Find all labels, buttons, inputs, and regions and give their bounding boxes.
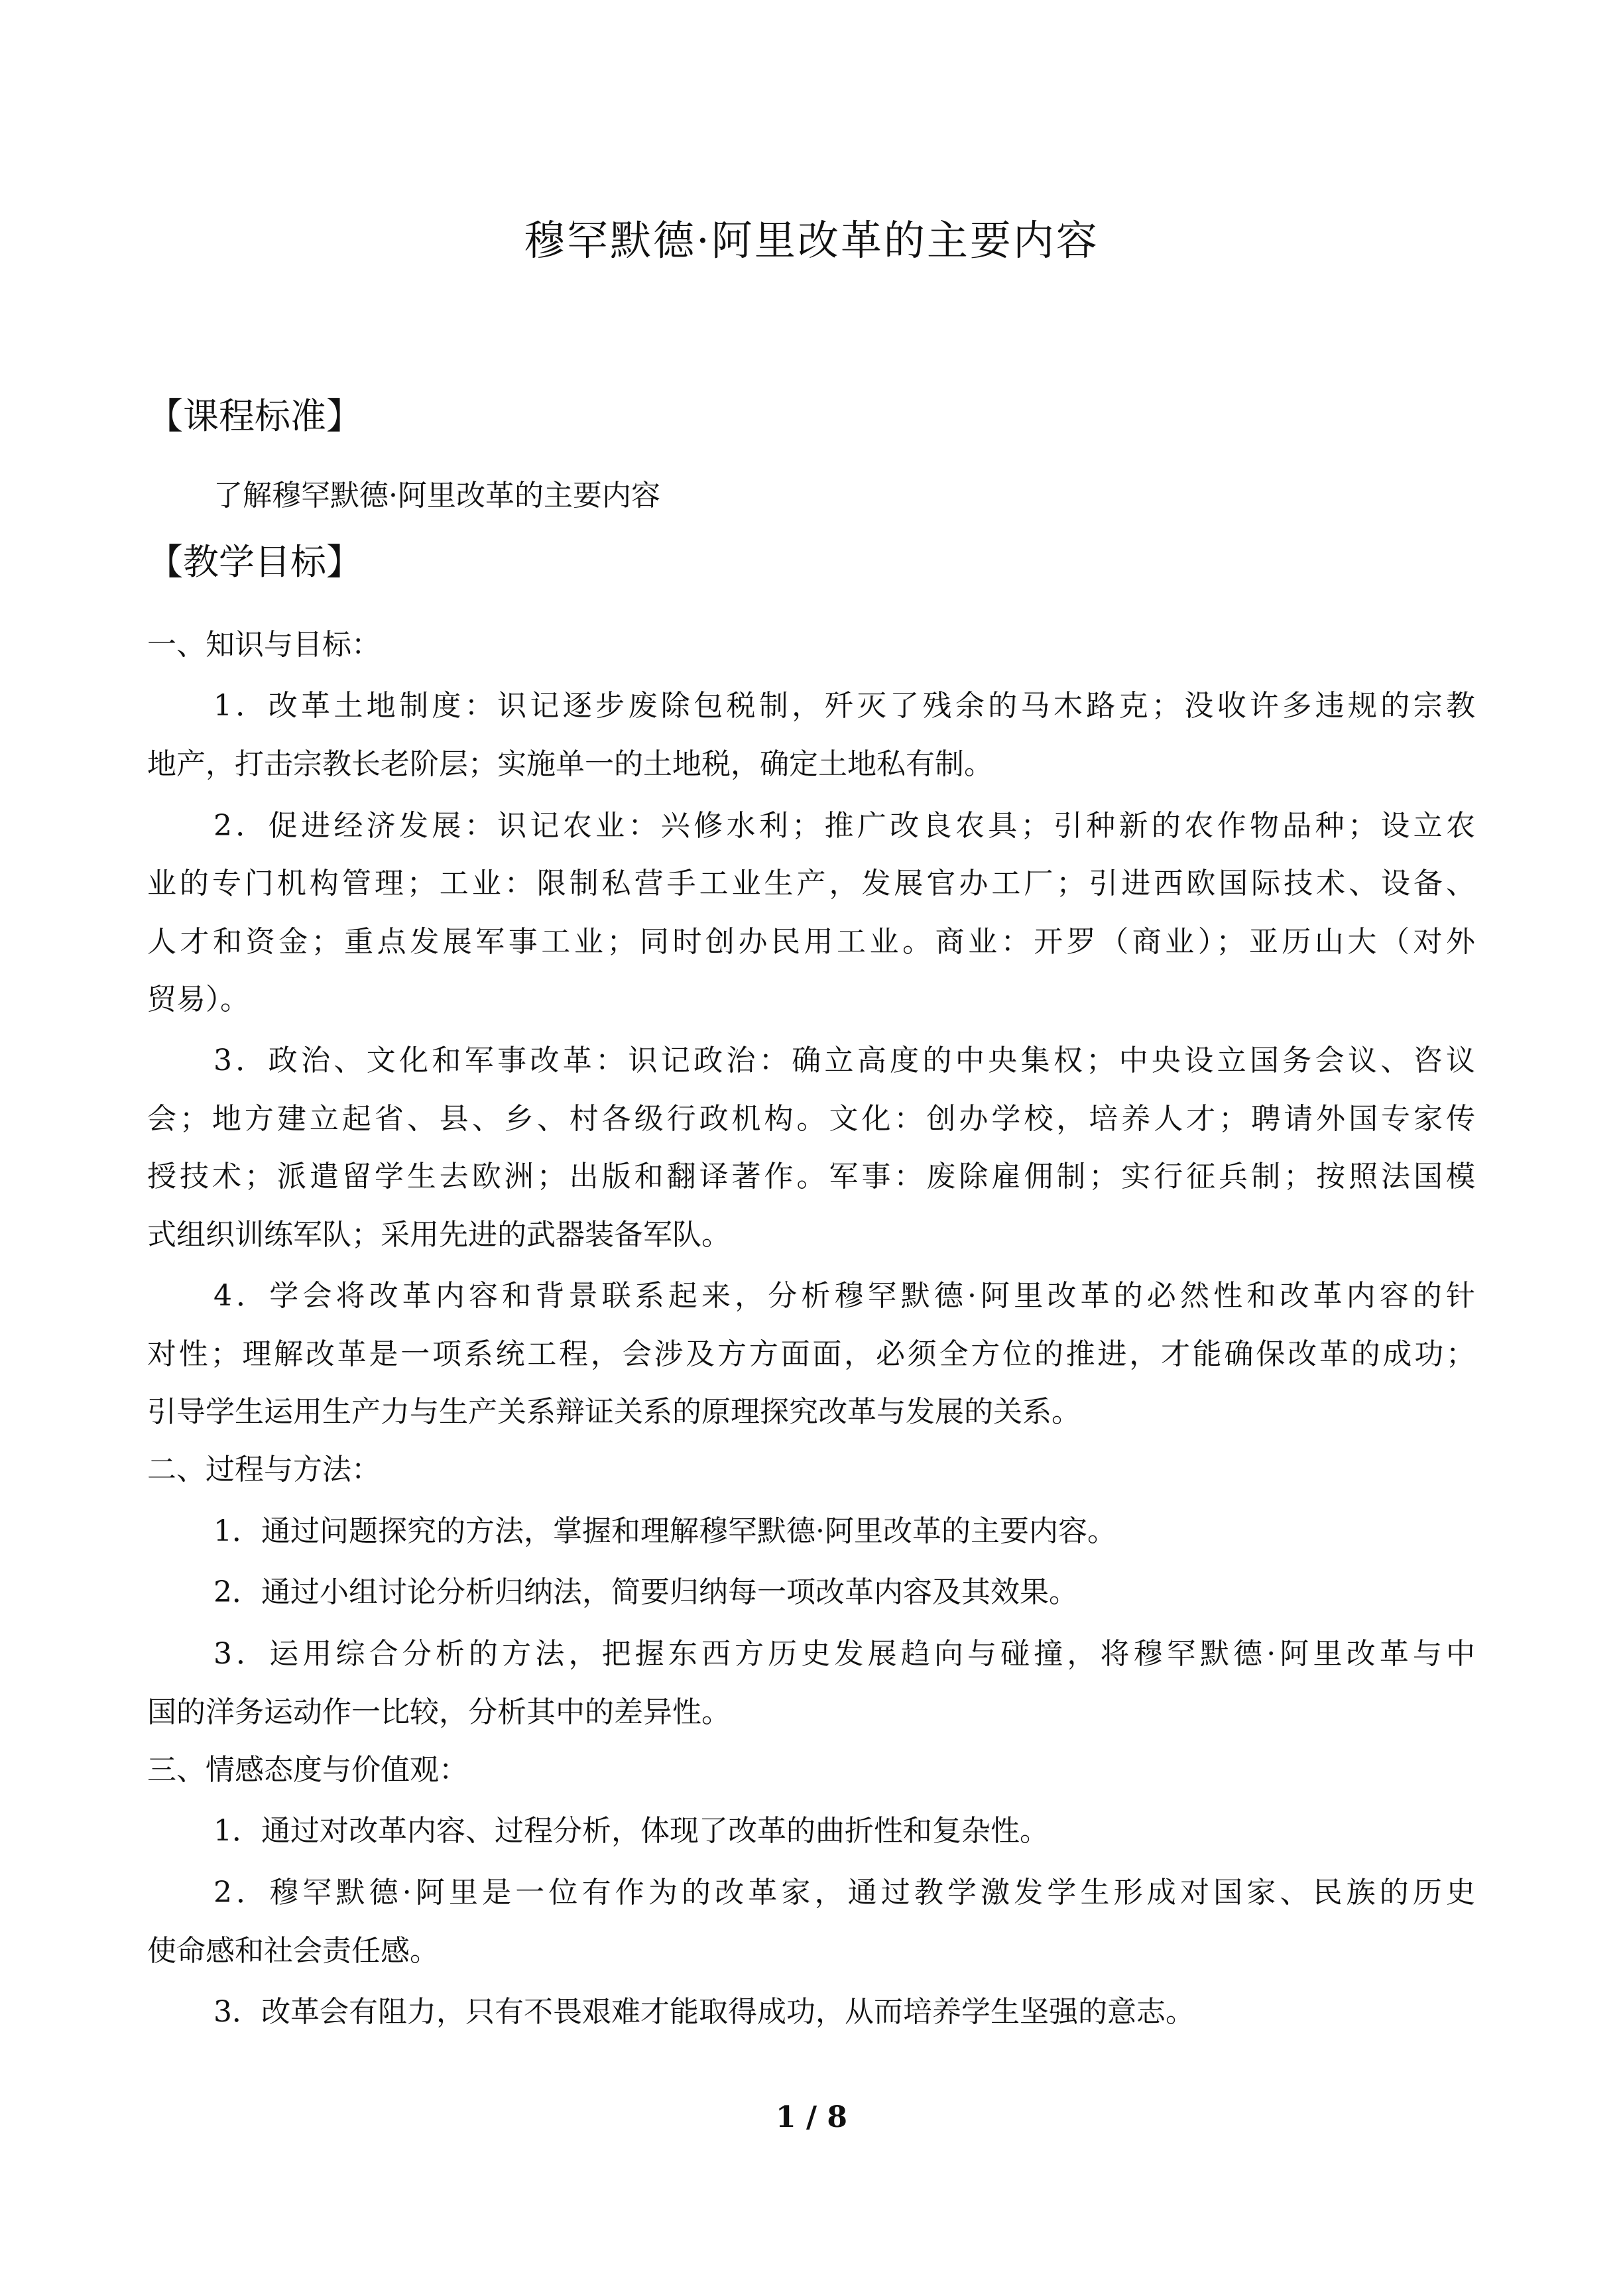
knowledge-item-3-line-4: 式组织训练军队；采用先进的武器装备军队。 (147, 1218, 731, 1252)
values-item-2-line-1: 2．穆罕默德·阿里是一位有作为的改革家，通过教学激发学生形成对国家、民族的历史 (213, 1876, 1475, 1909)
process-heading: 二、过程与方法： (147, 1453, 381, 1486)
section-heading-course-standard: 【课程标准】 (147, 395, 362, 437)
process-item-3-line-1: 3．运用综合分析的方法，把握东西方历史发展趋向与碰撞，将穆罕默德·阿里改革与中 (213, 1637, 1475, 1671)
knowledge-heading: 一、知识与目标： (147, 628, 381, 662)
knowledge-item-2-line-3: 人才和资金；重点发展军事工业；同时创办民用工业。商业：开罗（商业）；亚历山大（对外 (147, 925, 1475, 959)
course-standard-text: 了解穆罕默德·阿里改革的主要内容 (213, 479, 660, 513)
section-heading-teaching-goals: 【教学目标】 (147, 541, 362, 583)
page-number: 1 / 8 (776, 2100, 847, 2134)
knowledge-item-1-line-2: 地产，打击宗教长老阶层；实施单一的土地税，确定土地私有制。 (147, 747, 993, 781)
process-item-2-line-1: 2．通过小组讨论分析归纳法，简要归纳每一项改革内容及其效果。 (213, 1575, 1078, 1609)
knowledge-item-3-line-3: 授技术；派遣留学生去欧洲；出版和翻译著作。军事：废除雇佣制；实行征兵制；按照法国模 (147, 1160, 1475, 1193)
knowledge-item-2-line-4: 贸易）。 (147, 983, 249, 1016)
knowledge-item-2-line-1: 2．促进经济发展：识记农业：兴修水利；推广改良农具；引种新的农作物品种；设立农 (213, 809, 1475, 843)
knowledge-item-3-line-1: 3．政治、文化和军事改革：识记政治：确立高度的中央集权；中央设立国务会议、咨议 (213, 1044, 1475, 1077)
values-heading: 三、情感态度与价值观： (147, 1753, 468, 1787)
document-title: 穆罕默德·阿里改革的主要内容 (524, 216, 1099, 265)
knowledge-item-1-line-1: 1．改革土地制度：识记逐步废除包税制，歼灭了残余的马木路克；没收许多违规的宗教 (213, 689, 1475, 723)
knowledge-item-4-line-3: 引导学生运用生产力与生产关系辩证关系的原理探究改革与发展的关系。 (147, 1395, 1081, 1429)
values-item-1-line-1: 1．通过对改革内容、过程分析，体现了改革的曲折性和复杂性。 (213, 1814, 1049, 1848)
values-item-2-line-2: 使命感和社会责任感。 (147, 1934, 439, 1968)
process-item-1-line-1: 1．通过问题探究的方法，掌握和理解穆罕默德·阿里改革的主要内容。 (213, 1514, 1116, 1548)
values-item-3-line-1: 3．改革会有阻力，只有不畏艰难才能取得成功，从而培养学生坚强的意志。 (213, 1995, 1195, 2029)
process-item-3-line-2: 国的洋务运动作一比较，分析其中的差异性。 (147, 1695, 731, 1729)
knowledge-item-4-line-2: 对性；理解改革是一项系统工程，会涉及方方面面，必须全方位的推进，才能确保改革的成功； (147, 1337, 1475, 1371)
knowledge-item-3-line-2: 会；地方建立起省、县、乡、村各级行政机构。文化：创办学校，培养人才；聘请外国专家传 (147, 1102, 1475, 1136)
knowledge-item-2-line-2: 业的专门机构管理；工业：限制私营手工业生产，发展官办工厂；引进西欧国际技术、设备、 (147, 867, 1475, 900)
knowledge-item-4-line-1: 4．学会将改革内容和背景联系起来，分析穆罕默德·阿里改革的必然性和改革内容的针 (213, 1279, 1475, 1313)
